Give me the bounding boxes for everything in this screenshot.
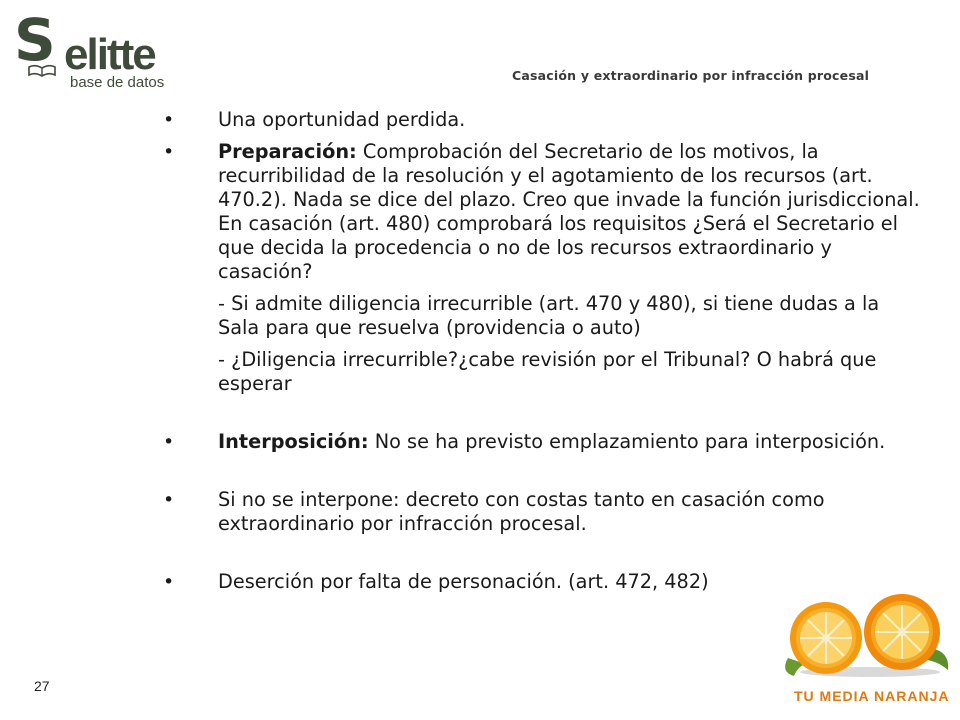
logo-brand: elitte	[64, 30, 155, 79]
sub-item-2: - ¿Diligencia irrecurrible?¿cabe revisión por el Tribunal? O habrá que esperar	[218, 348, 877, 395]
oranges-image	[778, 588, 954, 678]
logo-mark: S	[14, 6, 56, 74]
sub-item-1: - Si admite diligencia irrecurrible (art. 470 y 480), si tiene dudas a la Sala para que resuelva (providencia o auto)	[218, 292, 880, 339]
slide-header-title: Casación y extraordinario por infracción procesal	[512, 68, 870, 83]
bullet-item-1	[160, 108, 920, 132]
logo-subtitle: base de datos	[70, 74, 165, 91]
bullet-lead: Interposición:	[218, 430, 369, 453]
promo-brand: TU MEDIA NARANJA	[794, 688, 950, 704]
bullet-item-3	[160, 430, 920, 454]
bullet-text: Una oportunidad perdida.	[218, 108, 466, 131]
page-number: 27	[34, 678, 50, 694]
bullet-glyph: •	[163, 571, 175, 593]
slide-body	[160, 108, 920, 594]
bullet-glyph: •	[163, 109, 175, 131]
bullet-lead: Preparación:	[218, 140, 357, 163]
elitte-logo	[14, 6, 214, 94]
bullet-text: No se ha previsto emplazamiento para interposición.	[368, 430, 886, 453]
bullet-text: Comprobación del Secretario de los motivos, la recurribilidad de la resolución y el agotamiento de los recursos (art. 470.2). Nada se dice del plazo. Creo que invade la función jurisdiccional. En casación (art. 480) comprobará los requisitos ¿Será el Secretario el que decida la procedencia o no de los recursos extraordinario y casación?	[218, 140, 920, 283]
bullet-text: Si no se interpone: decreto con costas tanto en casación como extraordinario por infracción procesal.	[218, 488, 825, 535]
bullet-text: Deserción por falta de personación. (art. 472, 482)	[218, 570, 709, 593]
bullet-glyph: •	[163, 431, 175, 453]
bullet-glyph: •	[163, 141, 175, 163]
bullet-glyph: •	[163, 489, 175, 511]
bullet-item-2	[160, 140, 920, 284]
bullet-item-4	[160, 488, 920, 536]
book-icon	[28, 64, 56, 78]
